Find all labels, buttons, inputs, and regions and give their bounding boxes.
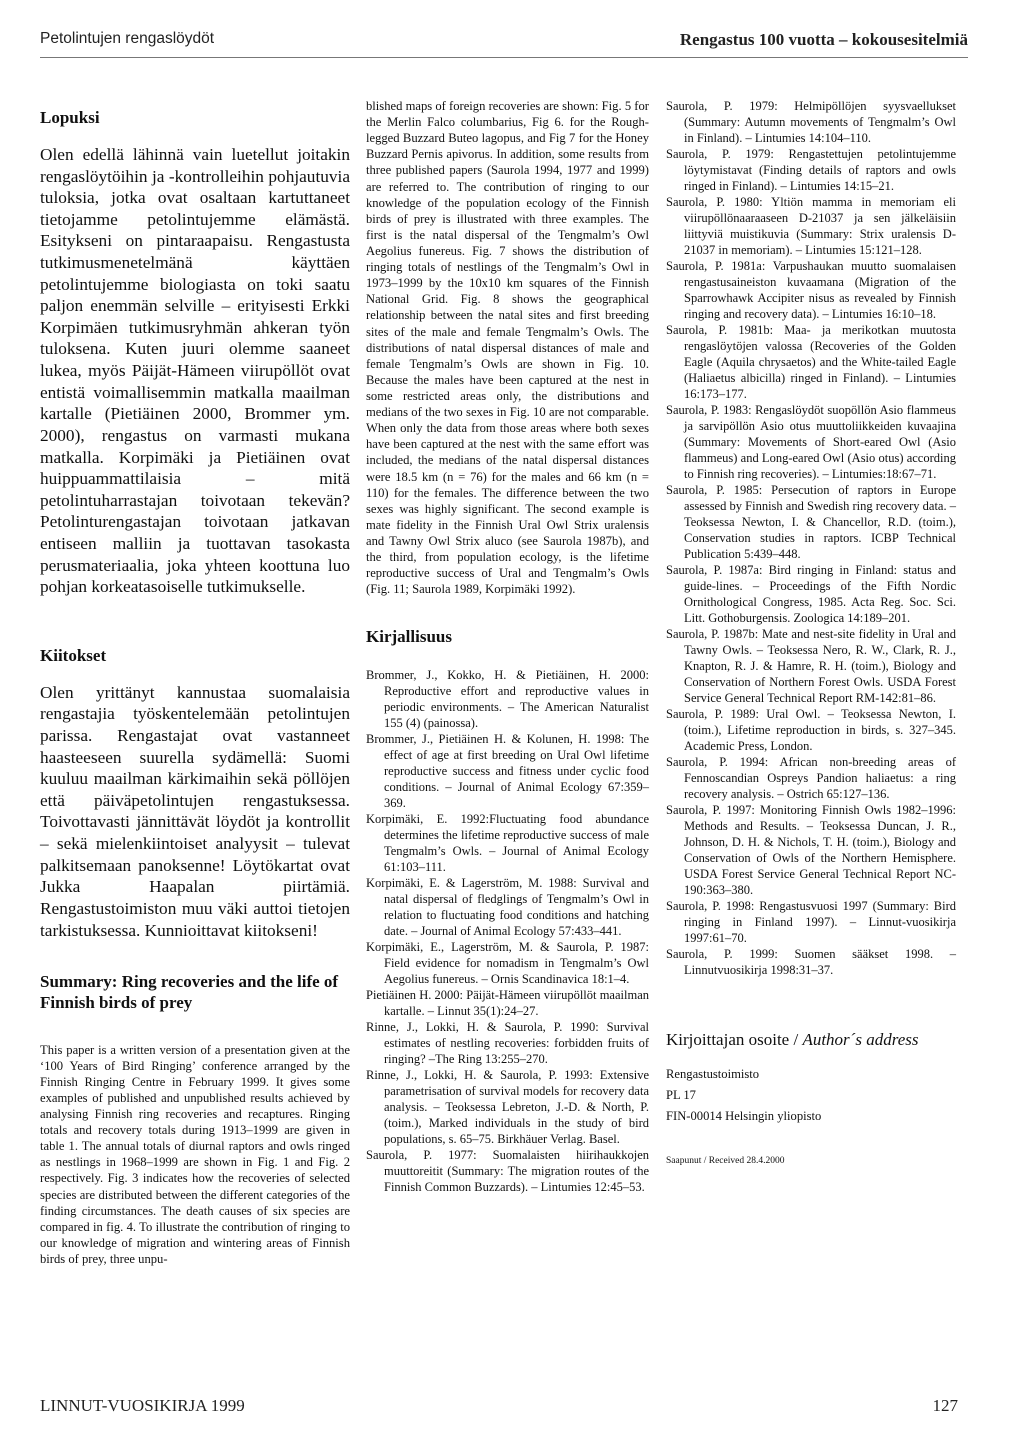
section-title-summary: Summary: Ring recoveries and the life of Finnish birds of prey (40, 972, 339, 1013)
lopuksi-text: Olen edellä lähinnä vain luetellut joitakin rengaslöytöihin ja -kontrolleihin pohjautuvia tuloksia, jotka ovat osaltaan kartuttaneet tietojamme petolintujemme elämästä. Esitykseni on pintaraapaisu. Rengastusta tutkimusmenetelmänä käyttäen petolintujemme biologiasta on toki saatu paljon enemmän selville – erityisesti Erkki Korpimäen tutkimusryhmän ahkeran työn tuloksena. Kuten juuri olemme saaneet lukea, myös Päijät-Hämeen viirupöllöt ovat entistä voimallisemmin matkalla maailman kartalle (Pietiäinen 2000, Brommer ym. 2000), rengastus on varmasti mukana matkalla. Korpimäki ja Pietiäinen ovat huippuammattilaisia – mitä petolintuharrastajan toivotaan tekevän? Petolinturengastajan toivotaan jatkavan entiseen malliin ja tuottavan tasokasta perusmateriaalia, joka yhteen koottuna luo pohjan korkeatasoiselle tutkimukselle. (40, 145, 350, 597)
reference-item: Saurola, P. 1979: Helmipöllöjen syysvaellukset (Summary: Autumn movements of Tengmalm’s Owl in Finland). – Lintumies 14:104–110. (666, 99, 956, 145)
reference-item: Saurola, P. 1979: Rengastettujen petolintujemme löytymistavat (Finding details of raptors and owls ringed in Finland). – Lintumies 14:15–21. (666, 147, 956, 193)
reference-list-b (666, 98, 956, 978)
reference-item: Saurola, P. 1999: Suomen sääkset 1998. – Linnutvuosikirja 1998:31–37. (666, 947, 956, 977)
column-right (666, 98, 956, 1166)
reference-item: Pietiäinen H. 2000: Päijät-Hämeen viirupöllöt maailman kartalle. – Linnut 35(1):24–27. (366, 988, 649, 1019)
reference-item: Rinne, J., Lokki, H. & Saurola, P. 1990: Survival estimates of nestling recoveries: forbidden fruits of ringing? –The Ring 13:255–270. (366, 1020, 649, 1067)
author-heading-en: Author´s address (802, 1030, 919, 1049)
reference-item: Saurola, P. 1983: Rengaslöydöt suopöllön Asio flammeus ja sarvipöllön Asio otus muuttoliikkeiden kuvaajina (Summary: Movements of Short-eared Owl (Asio flammeus) and Long-eared Owl (Asio otus) according to Finnish ring recoveries). – Lintumies:18:67–71. (666, 403, 956, 481)
author-heading-fi: Kirjoittajan osoite / (666, 1030, 803, 1049)
reference-item: Korpimäki, E. 1992:Fluctuating food abundance determines the lifetime reproductive success of male Tengmalm’s Owls. – Journal of Animal Ecology 61:103–111. (366, 812, 649, 875)
kiitokset-text: Olen yrittänyt kannustaa suomalaisia rengastajia työskentelemään petolintujen parissa. Rengastajat ovat vastanneet haasteeseen suurella sydämellä: Suomi kuuluu maailman kärkimaihin sekä pöllöjen että päiväpetolintujen rengastuksessa. Toivottavasti jännittävät löydöt ja kontrollit – sekä mielenkiintoiset analyysit – tulevat palkitsemaan panoksenne! Löytökartat ovat Jukka Haapalan piirtämiä. Rengastustoimiston muu väki auttoi tietojen tarkistuksessa. Kunnioittavat kiitokseni! (40, 682, 350, 940)
footer-journal-title: LINNUT-VUOSIKIRJA 1999 (40, 1396, 245, 1415)
section-title-kiitokset: Kiitokset (40, 645, 107, 665)
reference-item: Saurola, P. 1987b: Mate and nest-site fidelity in Ural and Tawny Owls. – Teoksessa Nero, R. W., Clark, R. J., Knapton, R. J. & Hamre, R. H. (toim.), Biology and Conservation of Northern Forest Owls. USDA Forest Service General Technical Report RM-142:81–86. (666, 627, 956, 705)
column-left (40, 98, 350, 1267)
reference-item: Rinne, J., Lokki, H. & Saurola, P. 1993: Extensive parametrisation of survival models for recovery data analysis. – Teoksessa Lebreton, J.-D. & North, P. (toim.), Marked individuals in the study of bird populations, s. 65–75. Birkhäuer Verlag. Basel. (366, 1068, 649, 1147)
reference-item: Korpimäki, E., Lagerström, M. & Saurola, P. 1987: Field evidence for nomadism in Tengmalm’s Owl Aegolius funereus. – Ornis Scandinavica 18:1–4. (366, 940, 649, 987)
reference-item: Saurola, P. 1997: Monitoring Finnish Owls 1982–1996: Methods and Results. – Teoksessa Duncan, J. R., Johnson, D. H. & Nichols, T. H. (toim.), Biology and Conservation of Owls of the Northern Hemisphere. USDA Forest Service General Technical Report NC-190:363–380. (666, 803, 956, 897)
reference-item: Saurola, P. 1980: Yltiön mamma in memoriam eli viirupöllönaaraaseen D-21037 ja sen jälkeläisiin liittyviä muistikuvia (Summary: Strix uralensis D-21037 in memoriam). – Lintumies 15:121–128. (666, 195, 956, 257)
reference-item: Saurola, P. 1977: Suomalaisten hiirihaukkojen muuttoreitit (Summary: The migration routes of the Finnish Common Buzzards). – Lintumies 12:45–53. (366, 1148, 649, 1195)
address-line: PL 17 (666, 1087, 696, 1102)
reference-item: Korpimäki, E. & Lagerström, M. 1988: Survival and natal dispersal of fledglings of Tengmalm’s Owl in relation to fluctuating food conditions and hatching date. – Journal of Animal Ecology 57:433–441. (366, 876, 649, 939)
reference-item: Saurola, P. 1981a: Varpushaukan muutto suomalaisen rengastusaineiston kuvaamana (Migration of the Sparrowhawk Accipiter nisus as revealed by Finnish ringing and recovery data). – Lintumies 16:10–18. (666, 259, 956, 321)
reference-item: Saurola, P. 1994: African non-breeding areas of Fennoscandian Ospreys Pandion haliaetus: a ring recovery analysis. – Ostrich 65:127–136. (666, 755, 956, 801)
reference-list-a (366, 667, 649, 1195)
header-divider (40, 57, 968, 58)
reference-item: Saurola, P. 1981b: Maa- ja merikotkan muutosta rengaslöytöjen valossa (Recoveries of the Golden Eagle (Aquila chrysaetos) and the White-tailed Eagle (Haliaetus albicilla) ringed in Finland). – Lintumies 16:173–177. (666, 323, 956, 401)
author-address (666, 1064, 956, 1126)
received-date: Saapunut / Received 28.4.2000 (666, 1156, 785, 1167)
reference-item: Saurola, P. 1987a: Bird ringing in Finland: status and guide-lines. – Proceedings of the Fifth Nordic Ornithological Congress, 1985. Acta Reg. Soc. Sci. Litt. Gothoburgensis. Zoologica 14:189–201. (666, 563, 956, 625)
address-line: Rengastustoimisto (666, 1067, 760, 1081)
summary-text-part2: blished maps of foreign recoveries are shown: Fig. 5 for the Merlin Falco columbarius, Fig 6. for the Rough-legged Buzzard Buteo lagopus, and Fig 7 for the Honey Buzzard Pernis apivorus. In addition, some results from three published papers (Saurola 1994, 1977 and 1999) are referred to. The contribution of ringing to our knowledge of the population ecology of the Finnish birds of prey is illustrated with three examples. The first is the natal dispersal of the Tengmalm’s Owl Aegolius funereus. Fig. 7 shows the distribution of ringing totals of nestlings of the Tengmalm’s Owl in 1973–1999 by the 10x10 km squares of the Finnish National Grid. Fig. 8 shows the geographical relationship between the natal sites and first breeding sites of the male and female Tengmalm’s Owls. The distributions of natal dispersal distances of male and female Tengmalm’s Owls are shown in Fig. 10. Because the males have been captured at the nest in some restricted areas only, the distributions and medians of the two sexes in Fig. 10 are not comparable. When only the data from those areas where both sexes have been captured at the nest with the same effort was included, the medians of the natal dispersal distances were 18.5 km (n = 76) for the males and 66 km (n = 110) for the females. The difference between the two sexes was highly significant. The second example is mate fidelity in the Finnish Ural Owl Strix uralensis and Tawny Owl Strix aluco (see Saurola 1987b), and the third, from population ecology, is the lifetime reproductive success of Ural and Tengmalm’s Owls (Fig. 11; Saurola 1989, Korpimäki 1992). (366, 99, 649, 597)
column-middle (366, 98, 649, 1195)
running-header-right: Rengastus 100 vuotta – kokousesitelmiä (679, 30, 968, 49)
section-title-lopuksi: Lopuksi (40, 108, 100, 127)
reference-item: Saurola, P. 1985: Persecution of raptors in Europe assessed by Finnish and Swedish ring recovery data. – Teoksessa Newton, I. & Chancellor, R.D. (toim.), Conservation studies in raptors. ICBP Technical Publication 5:439–448. (666, 483, 956, 561)
reference-item: Saurola, P. 1998: Rengastusvuosi 1997 (Summary: Bird ringing in Finland 1997). – Linnut-vuosikirja 1997:61–70. (666, 899, 956, 945)
section-title-kirjallisuus: Kirjallisuus (366, 627, 452, 647)
reference-item: Brommer, J., Pietiäinen H. & Kolunen, H. 1998: The effect of age at first breeding on Ural Owl lifetime reproductive success and fitness under cyclic food conditions. – Journal of Animal Ecology 67:359–369. (366, 732, 649, 811)
running-header-left: Petolintujen rengaslöydöt (40, 30, 215, 47)
author-address-heading (666, 1030, 956, 1050)
address-line: FIN-00014 Helsingin yliopisto (666, 1108, 822, 1123)
reference-item: Saurola, P. 1989: Ural Owl. – Teoksessa Newton, I. (toim.), Lifetime reproduction in birds, s. 327–345. Academic Press, London. (666, 707, 956, 753)
page-number: 127 (932, 1396, 958, 1415)
reference-item: Brommer, J., Kokko, H. & Pietiäinen, H. 2000: Reproductive effort and reproductive values in periodic environments. – The American Naturalist 155 (4) (painossa). (366, 668, 649, 731)
summary-text-part1: This paper is a written version of a presentation given at the ‘100 Years of Bird Ringing’ conference arranged by the Finnish Ringing Centre in February 1999. It gives some examples of published and unpublished results achieved by analysing Finnish ring recoveries and recaptures. Ringing totals and recovery totals during 1913–1999 are given in table 1. The annual totals of diurnal raptors and owls ringed as nestlings in 1968–1999 are shown in Fig. 1 and Fig. 2 respectively. Fig. 3 indicates how the recoveries of selected species are distributed between the different categories of the finding circumstances. The death causes of six species are compared in fig. 4. To illustrate the contribution of ringing to our knowledge of migration and wintering areas of Finnish birds of prey, three unpu- (40, 1042, 350, 1267)
